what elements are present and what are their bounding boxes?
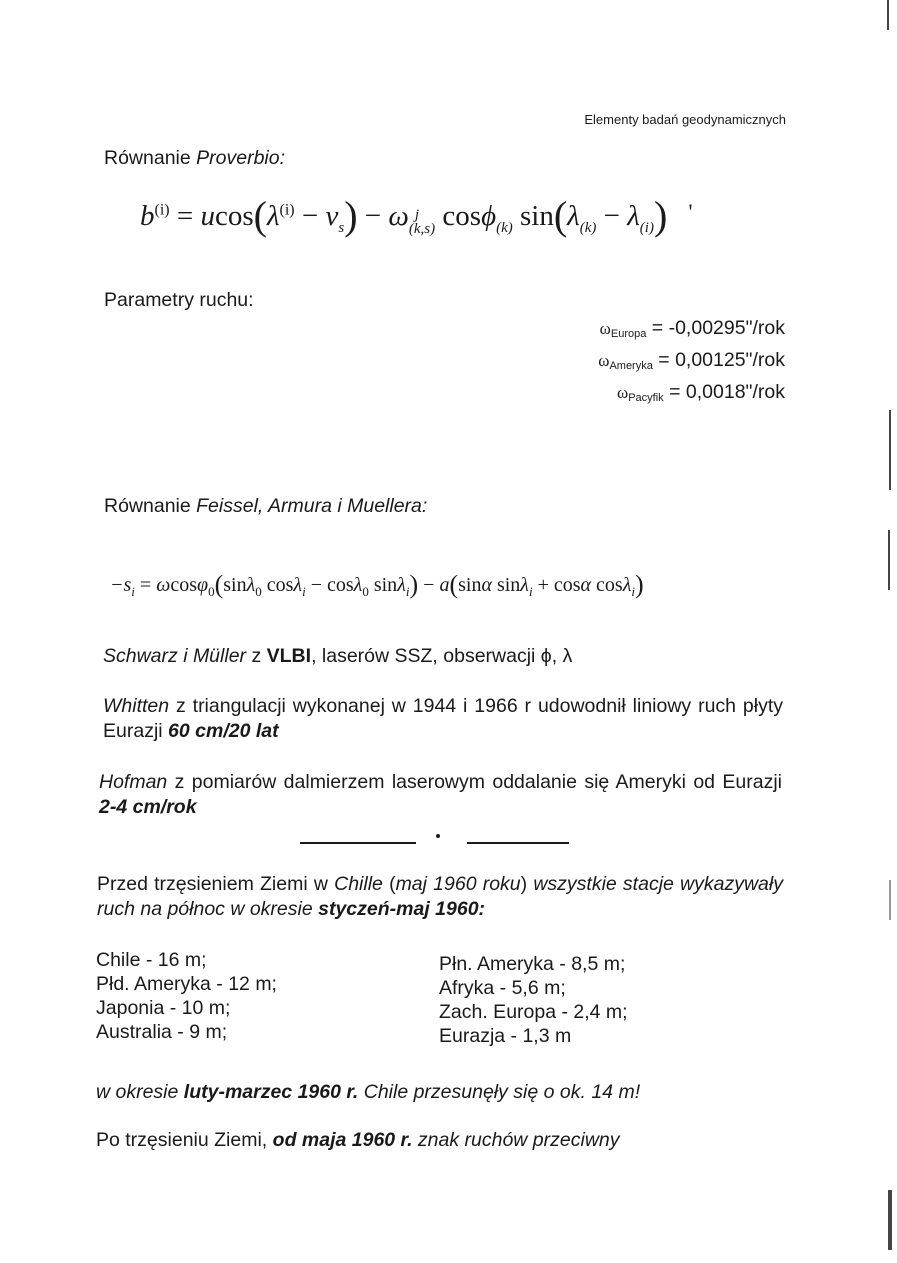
text: Chile przesunęły się o ok. 14 m! <box>358 1081 641 1103</box>
eq2-alpha: α <box>481 574 492 596</box>
eq-sup-j: j <box>414 207 420 223</box>
eq-sub-k2: (k) <box>579 219 597 236</box>
separator-left <box>300 842 416 844</box>
value: 2-4 cm/rok <box>99 796 197 818</box>
eq2-paren: ) <box>409 570 419 599</box>
eq-sub-s: s <box>338 219 345 236</box>
author: Hofman <box>99 771 168 793</box>
feissel-label <box>104 494 427 519</box>
displacement-item: Zach. Europa - 2,4 m; <box>439 1001 628 1023</box>
eq-sub-k: (k) <box>496 219 513 236</box>
displacement-item: Eurazja - 1,3 m <box>439 1025 572 1047</box>
scan-mark <box>888 1190 892 1250</box>
eq2-sub-0: 0 <box>208 584 215 599</box>
period: od maja 1960 r. <box>272 1129 413 1151</box>
text: w okresie <box>96 1081 184 1103</box>
proverbio-equation: $b^{(i)} = ucos(\lambda^{(i)} - v_s) - \omega$ j (k,s) cosϕ$_{(k)}$ $\sin(\lambda_{(k)} - \lambda_{(i)})$ ' <box>140 193 693 238</box>
eq2-sub-0: 0 <box>362 584 369 599</box>
eq-lambda2: λ <box>567 200 580 232</box>
eq-v: v <box>325 200 339 232</box>
eq2-sin: sin <box>223 574 247 596</box>
label-prefix: Równanie <box>104 495 197 517</box>
eq2-minus: − <box>418 574 440 596</box>
omega-pacyfik <box>598 379 785 411</box>
motion-label: Parametry ruchu: <box>104 289 254 311</box>
eq2-plus: + <box>532 574 554 596</box>
text: z <box>246 645 267 667</box>
eq2-a: a <box>439 574 450 596</box>
displacement-item: Płn. Ameryka - 8,5 m; <box>439 953 626 975</box>
eq-cos2: cos <box>442 200 482 232</box>
text: , laserów SSZ, obserwacji ϕ, λ <box>311 645 573 667</box>
eq2-sin: sin <box>458 574 482 596</box>
eq2-lambda: λ <box>622 574 632 596</box>
displacements-left <box>96 948 277 1044</box>
eq-sub-ks: (k,s) <box>408 221 436 237</box>
eq2-cos: cos <box>170 574 197 596</box>
omega-ameryka <box>598 347 785 379</box>
omega-sub: Pacyfik <box>628 392 664 404</box>
eq2-lambda: λ <box>246 574 256 596</box>
text: wszystkie stacje wykazywały ruch na północ w okresie <box>97 873 783 920</box>
eq2-lambda: λ <box>353 574 363 596</box>
label-prefix: Równanie <box>104 147 197 169</box>
omega-list <box>598 315 785 411</box>
eq2-paren: ( <box>449 570 459 599</box>
eq2-minus: − <box>305 574 327 596</box>
value: 60 cm/20 lat <box>168 720 279 742</box>
scan-mark <box>887 0 889 30</box>
period: luty-marzec 1960 r. <box>183 1081 359 1103</box>
displacement-item: Australia - 9 m; <box>96 1021 228 1043</box>
displacement-item: Afryka - 5,6 m; <box>439 977 566 999</box>
eq-u: u <box>200 200 215 232</box>
luty-paragraph <box>96 1080 640 1105</box>
eq2-cos: cos <box>327 574 354 596</box>
omega-sub: Ameryka <box>609 360 653 372</box>
eq-trail-mark: ' <box>688 199 693 224</box>
text: znak ruchów przeciwny <box>412 1129 620 1151</box>
eq2-cos: cos <box>553 574 581 596</box>
schwarz-paragraph <box>103 644 572 669</box>
text: ( <box>382 873 396 895</box>
displacement-item: Chile - 16 m; <box>96 949 207 971</box>
authors: Schwarz i Müller <box>103 645 247 667</box>
text: ) <box>520 873 534 895</box>
eq2-cos: cos <box>266 574 294 596</box>
eq2-lambda: λ <box>520 574 529 596</box>
omega-symbol: ω <box>617 383 629 402</box>
date: maj 1960 roku <box>395 873 521 895</box>
eq2-paren: ( <box>214 570 224 599</box>
author: Whitten <box>103 695 170 717</box>
displacement-item: Japonia - 10 m; <box>96 997 231 1019</box>
omega-value: = 0,00125"/rok <box>658 349 785 371</box>
eq2-lhs: −s <box>110 574 132 596</box>
eq-sup-i: (i) <box>154 201 170 219</box>
eq2-sub-0: 0 <box>255 584 262 599</box>
separator-dot <box>436 834 440 838</box>
eq2-sub-i: i <box>131 584 135 599</box>
eq-lambda: λ <box>266 200 280 232</box>
eq2-sub-i: i <box>528 584 533 599</box>
scan-edge <box>885 0 897 1263</box>
eq2-sub-i: i <box>302 584 306 599</box>
eq-sup-i2: (i) <box>279 201 295 219</box>
running-header: Elementy badań geodynamicznych <box>584 112 786 127</box>
scan-mark <box>889 410 891 490</box>
displacements-right <box>439 952 628 1048</box>
label-name: Feissel, Armura i Muellera: <box>196 495 428 517</box>
text: Przed trzęsieniem Ziemi w <box>97 873 335 895</box>
eq-minus: − <box>294 200 326 232</box>
text: z pomiarów dalmierzem laserowym oddalanie się Ameryki od Eurazji <box>167 771 782 793</box>
scan-mark <box>888 530 890 590</box>
eq-sub-i: (i) <box>639 219 654 236</box>
text: z triangulacji wykonanej w 1944 i 1966 r udowodnił liniowy ruch płyty Eurazji <box>103 695 783 742</box>
omega-symbol: ω <box>599 319 611 338</box>
text: Po trzęsieniu Ziemi, <box>96 1129 273 1151</box>
place: Chille <box>334 873 383 895</box>
omega-europa <box>598 315 785 347</box>
eq2-paren: ) <box>635 570 644 599</box>
eq-equals: = <box>169 200 201 232</box>
eq2-sin: sin <box>496 574 521 596</box>
proverbio-label <box>104 146 285 171</box>
eq2-equals: = <box>134 574 157 596</box>
vlbi: VLBI <box>266 645 312 667</box>
label-name: Proverbio: <box>196 147 286 169</box>
eq2-phi: φ <box>196 574 209 596</box>
eq2-lambda: λ <box>397 574 406 596</box>
hofman-paragraph <box>99 770 782 820</box>
omega-sub: Europa <box>610 328 647 340</box>
omega-value: = -0,00295"/rok <box>651 317 785 339</box>
przed-paragraph <box>97 872 783 922</box>
eq-lambda3: λ <box>627 200 640 232</box>
displacement-item: Płd. Ameryka - 12 m; <box>96 973 277 995</box>
whitten-paragraph <box>103 694 783 744</box>
feissel-equation <box>110 570 644 600</box>
eq-sin: sin <box>519 200 554 232</box>
omega-symbol: ω <box>598 351 610 370</box>
eq-minus2: − <box>357 200 389 232</box>
eq-minus3: − <box>596 200 628 232</box>
omega-value: = 0,0018"/rok <box>669 381 785 403</box>
scan-mark <box>889 880 891 920</box>
eq2-sin: sin <box>373 574 398 596</box>
eq2-lambda: λ <box>293 574 303 596</box>
period: styczeń-maj 1960: <box>318 898 486 920</box>
eq-b: b <box>140 200 155 232</box>
eq2-sub-i: i <box>405 584 410 599</box>
eq-cos: cos <box>214 200 254 232</box>
eq2-omega: ω <box>156 574 171 596</box>
po-paragraph <box>96 1128 620 1153</box>
eq-omega: ω <box>388 200 409 232</box>
separator-right <box>467 842 569 844</box>
eq2-sub-i: i <box>631 584 636 599</box>
eq2-cos: cos <box>596 574 623 596</box>
eq-phi: ϕ <box>481 200 497 232</box>
eq2-alpha: α <box>580 574 592 596</box>
